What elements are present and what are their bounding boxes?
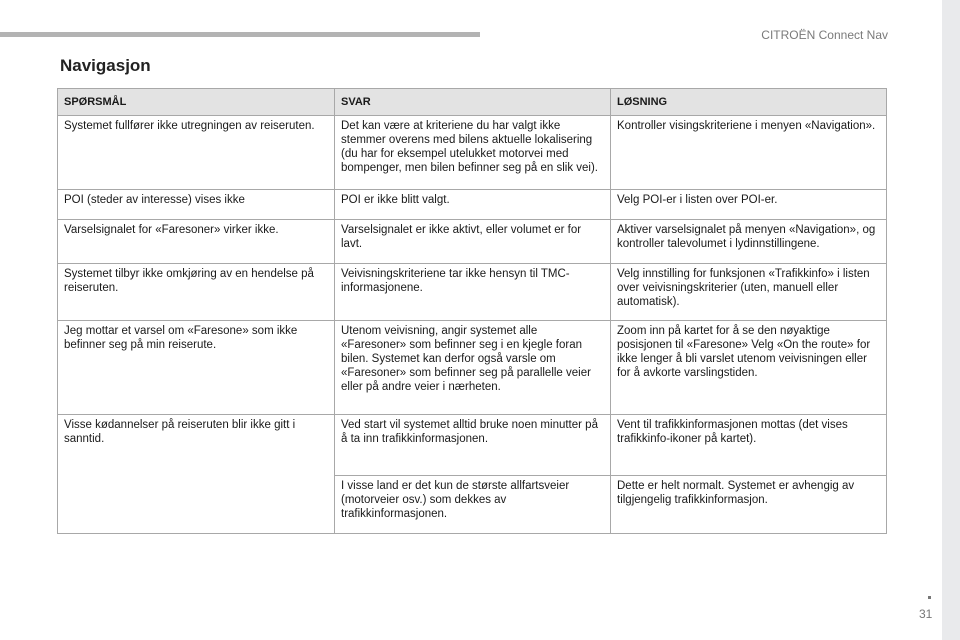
answer-cell: Utenom veivisning, angir systemet alle «Faresoner» som befinner seg i en kjegle foran bilen. Systemet kan derfor også varsle om «Faresoner» som befinner seg på parallelle veier eller på andre veier i nærheten. (335, 321, 611, 415)
answer-cell: Det kan være at kriteriene du har valgt ikke stemmer overens med bilens aktuelle lokalisering (du har for eksempel utelukket motorvei med bompenger, men bilen befinner seg på en slik vei). (335, 116, 611, 190)
table-row (58, 190, 887, 220)
solution-cell: Velg innstilling for funksjonen «Trafikkinfo» i listen over veivisningskriterier (uten, manuell eller automatisk). (611, 264, 887, 321)
section-title: Navigasjon (60, 56, 151, 75)
question-cell: Jeg mottar et varsel om «Faresone» som ikke befinner seg på min reiserute. (58, 321, 335, 415)
question-cell: Varselsignalet for «Faresoner» virker ikke. (58, 220, 335, 264)
column-header-question: SPØRSMÅL (58, 89, 335, 116)
table-row (58, 264, 887, 321)
header-rule (0, 32, 480, 37)
table-row (58, 116, 887, 190)
question-cell: Visse kødannelser på reiseruten blir ikke gitt i sanntid. (58, 415, 335, 534)
page-marker (928, 596, 931, 599)
question-cell: POI (steder av interesse) vises ikke (58, 190, 335, 220)
answer-cell: Veivisningskriteriene tar ikke hensyn til TMC-informasjonene. (335, 264, 611, 321)
solution-cell: Dette er helt normalt. Systemet er avhengig av tilgjengelig trafikkinformasjon. (611, 476, 887, 534)
table-row (58, 415, 887, 476)
answer-cell: I visse land er det kun de største allfartsveier (motorveier osv.) som dekkes av trafikkinformasjonen. (335, 476, 611, 534)
column-header-solution: LØSNING (611, 89, 887, 116)
solution-cell: Vent til trafikkinformasjonen mottas (det vises trafikkinfo-ikoner på kartet). (611, 415, 887, 476)
answer-cell: Varselsignalet er ikke aktivt, eller volumet er for lavt. (335, 220, 611, 264)
header-title: CITROËN Connect Nav (761, 28, 888, 42)
answer-cell: Ved start vil systemet alltid bruke noen minutter på å ta inn trafikkinformasjonen. (335, 415, 611, 476)
troubleshooting-table (57, 88, 887, 534)
solution-cell: Zoom inn på kartet for å se den nøyaktige posisjonen til «Faresone» Velg «On the route» for ikke lenger å bli varslet utenom veivisningen eller for å avkorte varslingstiden. (611, 321, 887, 415)
page-number: 31 (919, 607, 933, 621)
solution-cell: Kontroller visingskriteriene i menyen «Navigation». (611, 116, 887, 190)
table-header-row (58, 89, 887, 116)
table-row (58, 220, 887, 264)
table-row (58, 321, 887, 415)
column-header-answer: SVAR (335, 89, 611, 116)
question-cell: Systemet tilbyr ikke omkjøring av en hendelse på reiseruten. (58, 264, 335, 321)
side-margin-strip (942, 0, 960, 640)
solution-cell: Aktiver varselsignalet på menyen «Navigation», og kontroller talevolumet i lydinnstillingene. (611, 220, 887, 264)
question-cell: Systemet fullfører ikke utregningen av reiseruten. (58, 116, 335, 190)
solution-cell: Velg POI-er i listen over POI-er. (611, 190, 887, 220)
answer-cell: POI er ikke blitt valgt. (335, 190, 611, 220)
